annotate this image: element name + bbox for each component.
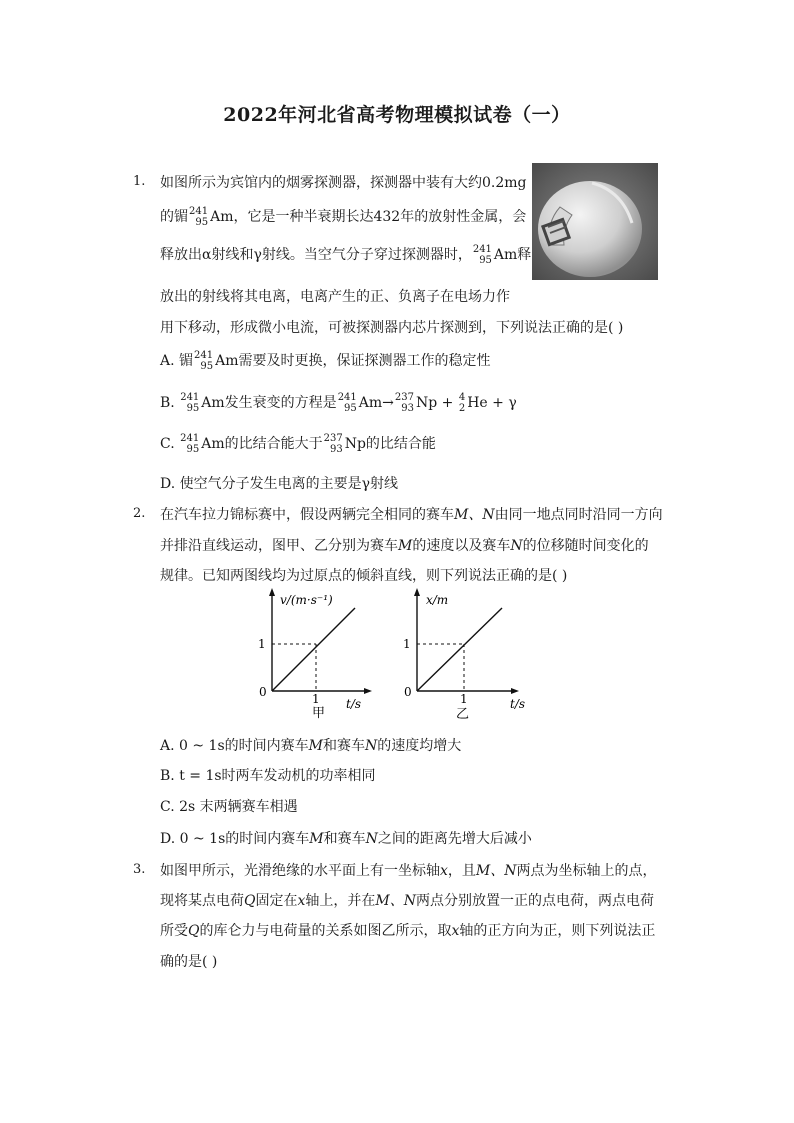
question-text-line: 确的是( ) xyxy=(160,954,218,970)
graph-caption: 乙 xyxy=(456,707,470,722)
option-c[interactable]: C. 2s 末两辆赛车相遇 xyxy=(160,799,298,815)
question-text-line: 如图甲所示，光滑绝缘的水平面上有一坐标轴x，且M、N两点为坐标轴上的点， xyxy=(160,863,657,879)
option-c[interactable]: C. 241 95 Am的比结合能大于 237 93 Np的比结合能 xyxy=(160,433,436,455)
y-axis-label: v/(m·s⁻¹) xyxy=(280,593,333,607)
question-text-line: 的镅 241 95 Am，它是一种半衰期长达432年的放射性金属，会 xyxy=(160,206,527,228)
question-text-line: 所受Q的库仑力与电荷量的关系如图乙所示，取x轴的正方向为正，则下列说法正 xyxy=(160,923,656,939)
origin-label: 0 xyxy=(259,685,267,699)
tick-label: 1 xyxy=(460,692,468,706)
x-t-line xyxy=(417,608,502,691)
option-a[interactable]: A. 镅 241 95 Am需要及时更换，保证探测器工作的稳定性 xyxy=(160,350,491,372)
question-text-line: 释放出α射线和γ射线。当空气分子穿过探测器时， 241 95 Am释 xyxy=(160,244,532,266)
option-d[interactable]: D. 0 ~ 1s的时间内赛车M和赛车N之间的距离先增大后减小 xyxy=(160,831,532,847)
question-number: 2. xyxy=(133,506,146,521)
question-text-line: 规律。已知两图线均为过原点的倾斜直线，则下列说法正确的是( ) xyxy=(160,568,568,584)
graph-displacement-time xyxy=(403,588,525,722)
question-number: 3. xyxy=(133,862,146,877)
question-number: 1. xyxy=(133,174,146,189)
tick-label: 1 xyxy=(312,692,320,706)
isotope-am: 241 95 xyxy=(472,244,492,266)
question-text-line: 如图所示为宾馆内的烟雾探测器，探测器中装有大约0.2mg xyxy=(160,175,527,191)
origin-label: 0 xyxy=(404,685,412,699)
option-b[interactable]: B. 241 95 Am发生衰变的方程是 241 95 Am→ 237 93 Np + 4 2 He + γ xyxy=(160,392,517,414)
y-axis-label: x/m xyxy=(426,593,449,607)
tick-label: 1 xyxy=(258,637,266,651)
question-text-line: 现将某点电荷Q固定在x轴上，并在M、N两点分别放置一正的点电荷，两点电荷 xyxy=(160,893,654,909)
option-a[interactable]: A. 0 ~ 1s的时间内赛车M和赛车N的速度均增大 xyxy=(160,738,462,754)
smoke-detector-photo xyxy=(532,163,658,280)
x-axis-label: t/s xyxy=(510,697,526,711)
graph-caption: 甲 xyxy=(312,706,326,721)
page-title: 2022年河北省高考物理模拟试卷（一） xyxy=(223,104,571,126)
question-text-line: 在汽车拉力锦标赛中，假设两辆完全相同的赛车M、N由同一地点同时沿同一方向 xyxy=(160,507,663,523)
graph-velocity-time xyxy=(258,588,372,721)
tick-label: 1 xyxy=(403,637,411,651)
question-text-line: 放出的射线将其电离，电离产生的正、负离子在电场力作 xyxy=(160,289,510,305)
x-axis-label: t/s xyxy=(346,697,362,711)
question-text-line: 用下移动，形成微小电流，可被探测器内芯片探测到，下列说法正确的是( ) xyxy=(160,320,624,336)
option-b[interactable]: B. t = 1s时两车发动机的功率相同 xyxy=(160,768,376,784)
question-text-line: 并排沿直线运动，图甲、乙分别为赛车M的速度以及赛车N的位移随时间变化的 xyxy=(160,538,649,554)
v-t-line xyxy=(272,608,355,691)
motion-graphs xyxy=(250,588,550,723)
option-d[interactable]: D. 使空气分子发生电离的主要是γ射线 xyxy=(160,476,398,492)
isotope-am: 241 95 xyxy=(189,206,209,228)
